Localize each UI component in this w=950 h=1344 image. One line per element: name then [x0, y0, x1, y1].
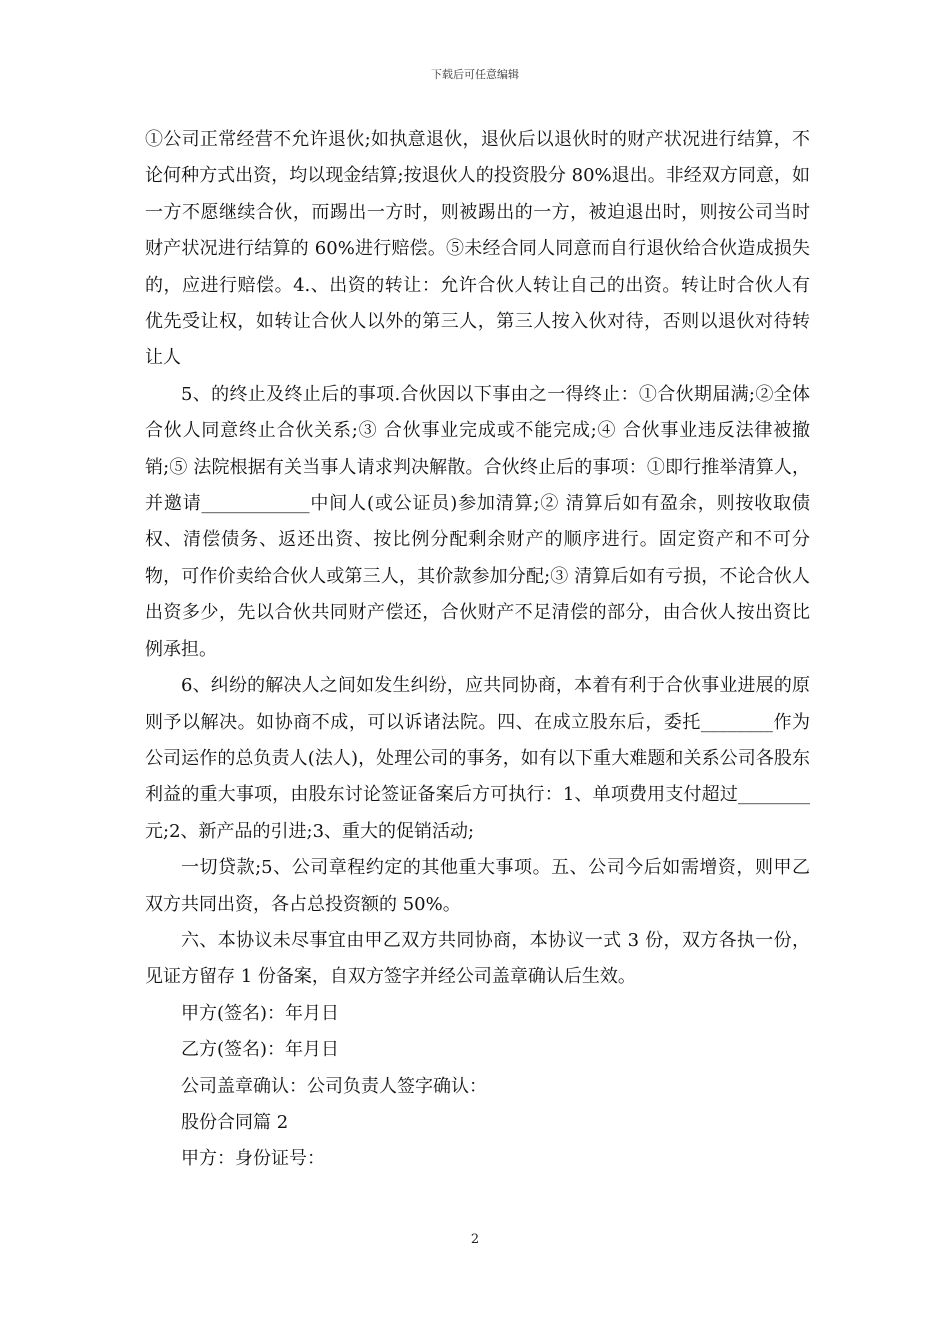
paragraph-loans: 一切贷款;5、公司章程约定的其他重大事项。五、公司今后如需增资，则甲乙双方共同出资，各占总投资额的 50%。 [145, 857, 810, 915]
paragraph-withdrawal: ①公司正常经营不允许退伙;如执意退伙，退伙后以退伙时的财产状况进行结算，不论何种方式出资，均以现金结算;按退伙人的投资股分 80%退出。非经双方同意，如一方不愿继续合伙，而踢出一方时，则被踢出的一方，被迫退出时，则按公司当时财产状况进行结算的 60%进行赔偿。⑤未经合同人同意而自行退伙给合伙造成损失的，应进行赔偿。4.、出资的转让：允许合伙人转让自己的出资。转让时合伙人有优先受让权，如转让合伙人以外的第三人，第三人按入伙对待，否则以退伙对待转让人 [145, 129, 810, 369]
document-body [145, 122, 810, 1178]
contract-section-title: 股份合同篇 2 [181, 1111, 289, 1133]
paragraph-termination: 5、的终止及终止后的事项.合伙因以下事由之一得终止：①合伙期届满;②全体合伙人同意终止合伙关系;③ 合伙事业完成或不能完成;④ 合伙事业违反法律被撤销;⑤ 法院根据有关当事人请求判决解散。合伙终止后的事项：①即行推举清算人，并邀请____________中间人(或公证员)参加清算;② 清算后如有盈余，则按收取债权、清偿债务、返还出资、按比例分配剩余财产的顺序进行。固定资产和不可分物，可作价卖给合伙人或第三人，其价款参加分配;③ 清算后如有亏损，不论合伙人出资多少，先以合伙共同财产偿还，合伙财产不足清偿的部分，由合伙人按出资比例承担。 [145, 383, 810, 660]
party-a-id-line: 甲方：身份证号： [181, 1148, 325, 1170]
signature-party-a: 甲方(签名)：年月日 [181, 1002, 340, 1024]
signature-party-b: 乙方(签名)：年月日 [181, 1039, 340, 1061]
page-header: 下载后可任意编辑 [431, 68, 519, 81]
page-number: 2 [470, 1232, 480, 1247]
paragraph-dispute: 6、纠纷的解决人之间如发生纠纷，应共同协商，本着有利于合伙事业进展的原则予以解决。如协商不成，可以诉诸法院。四、在成立股东后，委托________作为公司运作的总负责人(法人)，处理公司的事务，如有以下重大难题和关系公司各股东利益的重大事项，由股东讨论签证备案后方可执行：1、单项费用支付超过________元;2、新产品的引进;3、重大的促销活动; [145, 675, 810, 842]
company-seal-line: 公司盖章确认：公司负责人签字确认： [181, 1075, 487, 1097]
paragraph-effectiveness: 六、本协议未尽事宜由甲乙双方共同协商，本协议一式 3 份，双方各执一份，见证方留存 1 份备案，自双方签字并经公司盖章确认后生效。 [145, 929, 810, 988]
